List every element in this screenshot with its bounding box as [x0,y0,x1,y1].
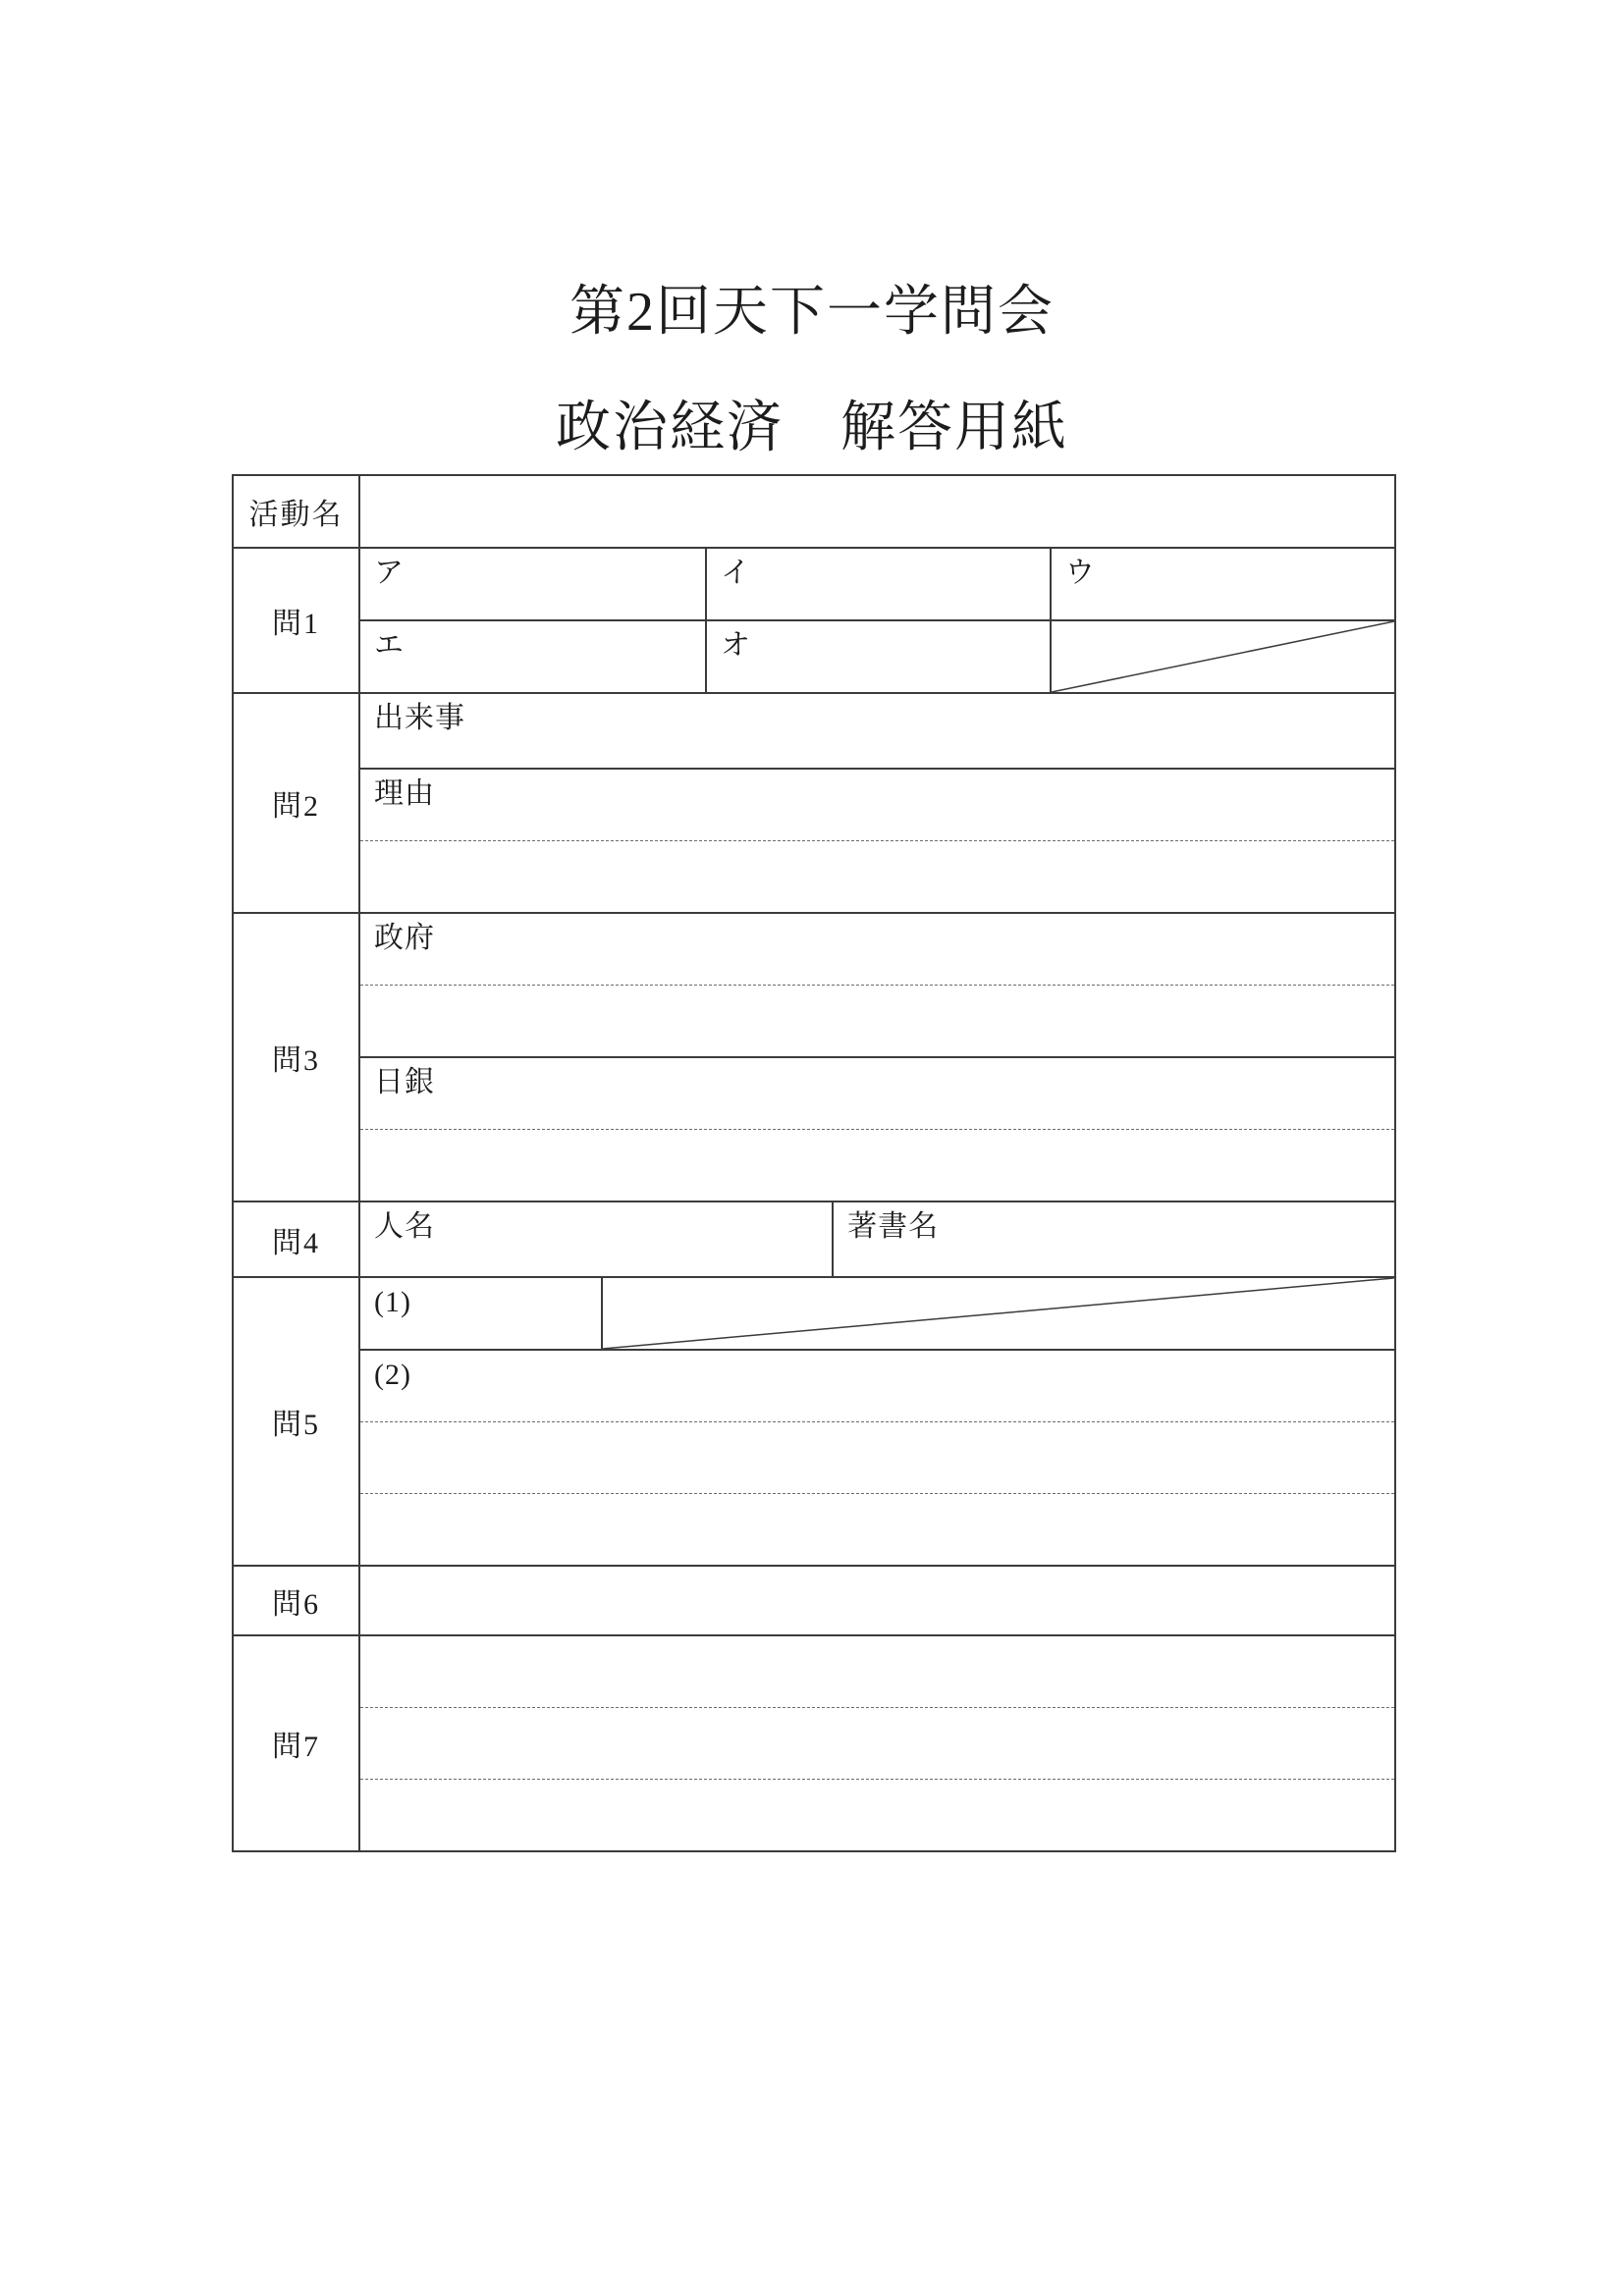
q1-label-cell [234,549,360,692]
q3-label-cell [234,914,360,1201]
q4-person-label: 人名 [374,1210,435,1243]
q1-label: 問1 [272,608,320,640]
q3-label: 問3 [272,1044,320,1077]
q5-part1-label: (1) [374,1286,411,1318]
q4-book-answer-cell[interactable] [832,1202,1394,1276]
page-title: 第2回天下一学問会 [569,282,1055,343]
q1-option-d-label: エ [374,629,405,662]
q1-option-a-label: ア [374,557,405,589]
q5-part1-answer-cell[interactable] [360,1278,601,1349]
q6-answer-cell[interactable] [360,1567,1394,1634]
q5-label-cell [234,1278,360,1565]
q6-label-cell [234,1567,360,1634]
q3-government-answer-cell[interactable] [360,914,1394,985]
q4-book-label: 著書名 [847,1210,940,1243]
q1-answer-e[interactable] [705,621,1050,692]
q3-boj-label: 日銀 [374,1066,435,1098]
q3-boj-answer-cell[interactable] [360,1058,1394,1129]
answer-table [232,474,1396,1852]
q2-label-cell [234,694,360,912]
q2-reason-label: 理由 [374,777,435,810]
q1-answer-c[interactable] [1050,549,1394,619]
q7-answer-cell-line2[interactable] [360,1708,1394,1779]
q1-option-c-label: ウ [1064,557,1096,589]
q5-blocked-cell [601,1278,1394,1349]
q3-government-label: 政府 [374,922,435,954]
q7-answer-cell-line1[interactable] [360,1636,1394,1707]
q6-label: 問6 [272,1587,320,1621]
row-q1 [234,547,1394,692]
q3-government-answer-cell-line2[interactable] [360,986,1394,1056]
q5-part2-answer-cell-line3[interactable] [360,1494,1394,1565]
q7-answer-cell-line3[interactable] [360,1780,1394,1850]
q1-answer-a[interactable] [360,549,705,619]
q3-boj-answer-cell-line2[interactable] [360,1130,1394,1201]
q2-reason-answer-cell-line2[interactable] [360,841,1394,912]
row-activity [234,476,1394,547]
q1-blocked-cell [1050,621,1394,692]
row-q5 [234,1276,1394,1565]
page-subtitle: 政治経済 解答用紙 [556,398,1068,458]
row-q2 [234,692,1394,912]
q7-label: 問7 [272,1731,320,1763]
diagonal-line [603,1278,1394,1349]
q4-label: 問4 [272,1226,320,1259]
row-q6 [234,1565,1394,1634]
activity-answer-cell[interactable] [360,476,1394,547]
q4-person-answer-cell[interactable] [360,1202,832,1276]
row-q7 [234,1634,1394,1850]
q1-option-b-label: イ [720,557,751,589]
activity-label-cell [234,476,360,547]
q1-option-e-label: オ [720,629,751,662]
q7-label-cell [234,1636,360,1850]
row-q3 [234,912,1394,1201]
q2-label: 問2 [272,790,320,823]
q5-label: 問5 [272,1409,320,1441]
q2-event-answer-cell[interactable] [360,694,1394,768]
q2-reason-answer-cell[interactable] [360,770,1394,840]
activity-label: 活動名 [248,499,344,531]
row-q4 [234,1201,1394,1276]
q5-part2-answer-cell-line2[interactable] [360,1422,1394,1493]
q1-answer-d[interactable] [360,621,705,692]
q5-part2-answer-cell[interactable] [360,1351,1394,1421]
diagonal-line [1052,621,1394,692]
q2-event-label: 出来事 [374,702,465,734]
q4-label-cell [234,1202,360,1276]
q1-answer-b[interactable] [705,549,1050,619]
q5-part2-label: (2) [374,1359,411,1391]
